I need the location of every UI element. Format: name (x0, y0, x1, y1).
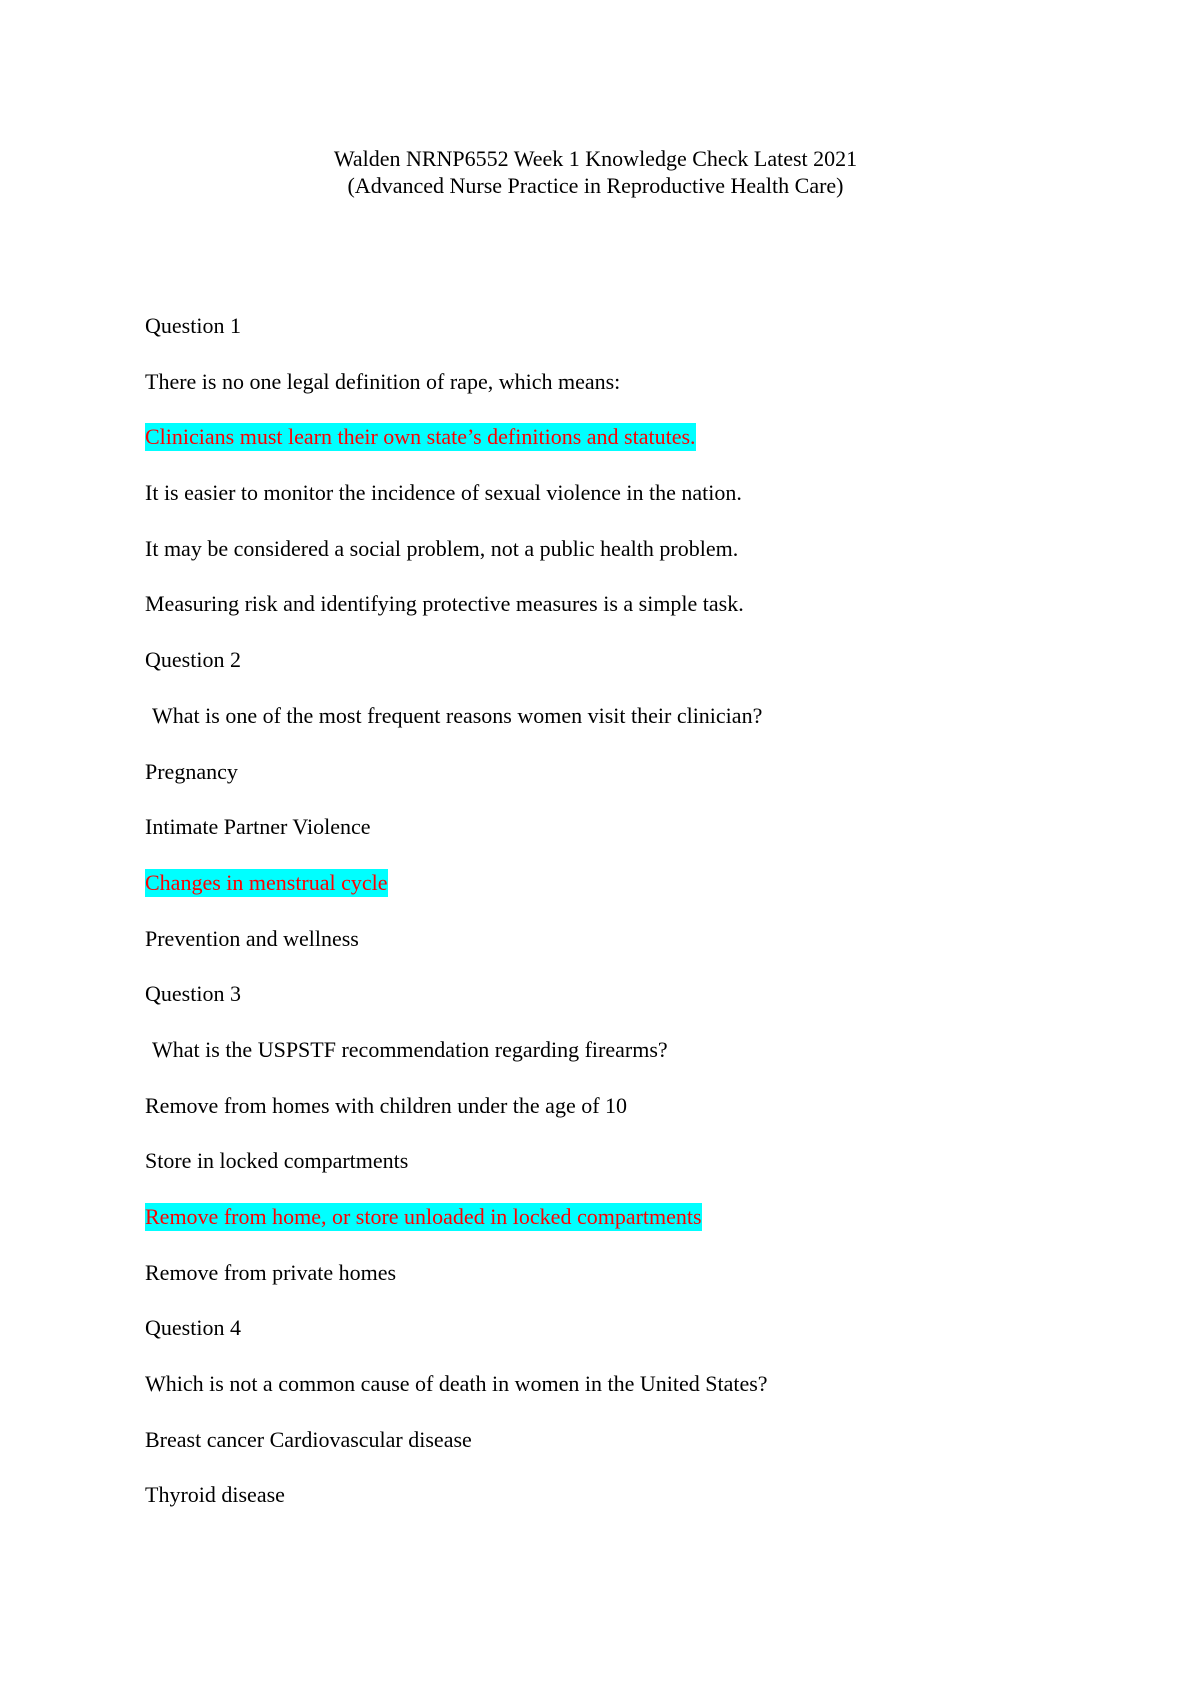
question-label: Question 2 (145, 647, 241, 673)
highlighted-answer-option: Changes in menstrual cycle (145, 869, 388, 895)
answer-option: Remove from private homes (145, 1259, 397, 1285)
question-prompt: There is no one legal definition of rape, which means: (145, 368, 621, 394)
highlighted-answer-option: Remove from home, or store unloaded in locked compartments (145, 1204, 702, 1229)
answer-option: Pregnancy (145, 758, 238, 784)
answer-option: Thyroid disease (145, 1482, 285, 1508)
answer-option: Intimate Partner Violence (145, 814, 371, 840)
document-title (0, 145, 1191, 199)
answer-option: It may be considered a social problem, not a public health problem. (145, 535, 739, 561)
highlighted-answer-option: Clinicians must learn their own state’s definitions and statutes. (145, 424, 696, 450)
question-list (145, 312, 1045, 1537)
answer-option: Store in locked compartments (145, 1148, 409, 1174)
question-label: Question 3 (145, 981, 241, 1007)
answer-option: It is easier to monitor the incidence of sexual violence in the nation. (145, 480, 742, 506)
title-line-1: Walden NRNP6552 Week 1 Knowledge Check Latest 2021 (333, 146, 858, 171)
title-line-2: (Advanced Nurse Practice in Reproductive Health Care) (347, 173, 844, 198)
answer-option: Prevention and wellness (145, 925, 359, 951)
answer-option: Measuring risk and identifying protective measures is a simple task. (145, 591, 744, 617)
question-prompt: What is the USPSTF recommendation regarding firearms? (152, 1036, 668, 1062)
question-label: Question 1 (145, 313, 241, 338)
question-prompt: What is one of the most frequent reasons women visit their clinician? (152, 702, 763, 728)
question-label: Question 4 (145, 1315, 241, 1341)
answer-option: Remove from homes with children under the age of 10 (145, 1092, 628, 1118)
answer-option: Breast cancer Cardiovascular disease (145, 1426, 472, 1452)
question-prompt: Which is not a common cause of death in women in the United States? (145, 1371, 768, 1397)
